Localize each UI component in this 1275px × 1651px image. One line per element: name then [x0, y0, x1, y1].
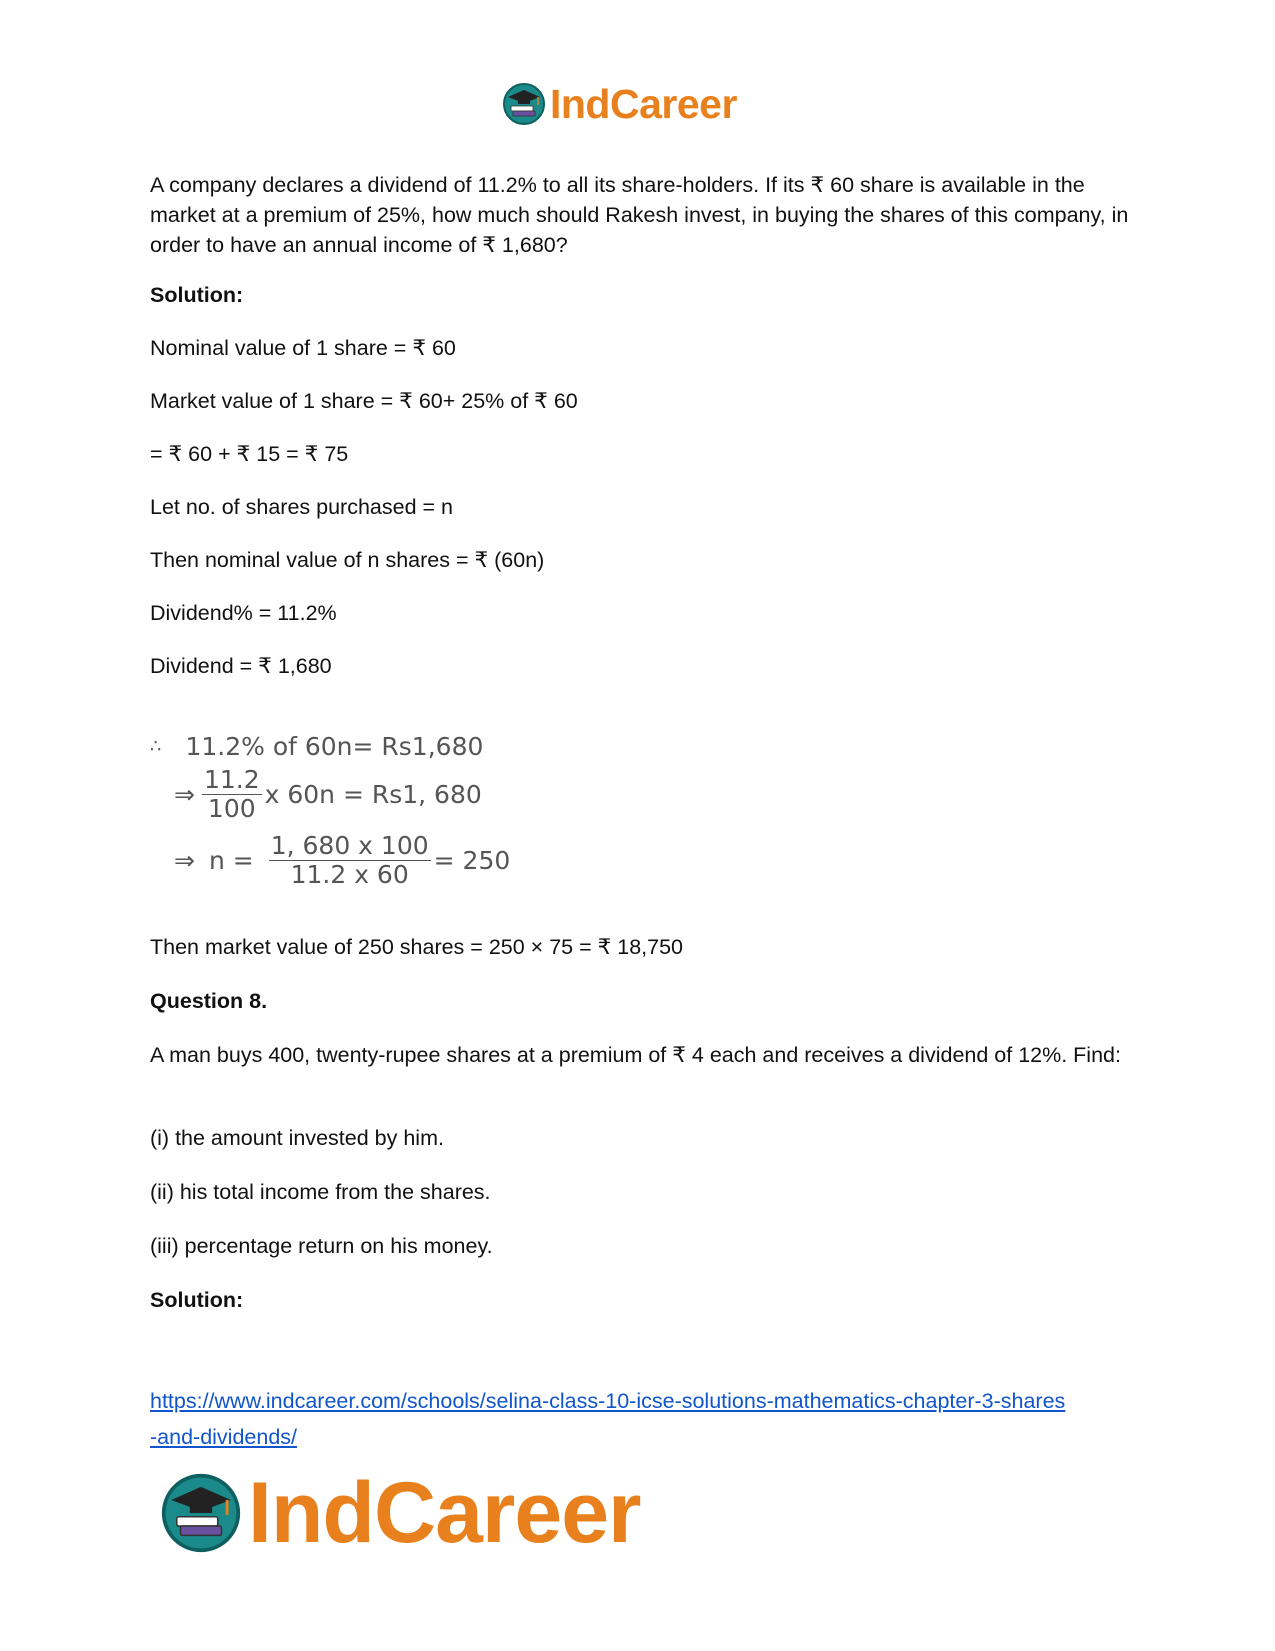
- math-line-1: [150, 732, 483, 761]
- implies-symbol: ⇒: [174, 846, 195, 875]
- solution-heading: Solution:: [150, 283, 244, 307]
- question-8-heading: Question 8.: [150, 989, 268, 1013]
- fraction-11-2-over-100: [202, 766, 262, 823]
- fraction-denominator: 11.2 x 60: [290, 860, 409, 889]
- indcareer-solutions-link[interactable]: [150, 1383, 1150, 1455]
- step-market-value: Market value of 1 share = ₹ 60+ 25% of ₹ 60: [150, 389, 578, 413]
- step-dividend-amount: Dividend = ₹ 1,680: [150, 654, 332, 678]
- q8-part-i: (i) the amount invested by him.: [150, 1126, 444, 1150]
- graduation-cap-books-icon: [160, 1472, 242, 1554]
- link-line-2[interactable]: -and-dividends/: [150, 1425, 298, 1449]
- math-line-2-rest: x 60n = Rs1, 680: [264, 780, 482, 809]
- math-line-3-lhs: n =: [208, 846, 254, 875]
- math-line-3: [174, 832, 510, 889]
- step-nominal-value: Nominal value of 1 share = ₹ 60: [150, 336, 456, 360]
- link-line-1[interactable]: https://www.indcareer.com/schools/selina-class-10-icse-solutions-mathematics-chapter-3-shares: [150, 1389, 1066, 1413]
- fraction-numerator: 11.2: [203, 765, 260, 794]
- solution-heading-2: Solution:: [150, 1288, 244, 1312]
- math-line-1-text: 11.2% of 60n= Rs1,680: [185, 732, 484, 761]
- fraction-1680x100-over-11-2x60: [269, 832, 431, 889]
- q8-part-ii: (ii) his total income from the shares.: [150, 1180, 491, 1204]
- fraction-numerator: 1, 680 x 100: [270, 831, 429, 860]
- step-shares-purchased: Let no. of shares purchased = n: [150, 495, 453, 519]
- indcareer-logo-bottom[interactable]: [160, 1464, 641, 1561]
- question-text: A company declares a dividend of 11.2% to all its share-holders. If its ₹ 60 share is available in the market at a premium of 25%, how much should Rakesh invest, in buying the shares of this company, in order to have an annual income of ₹ 1,680?: [150, 173, 1129, 257]
- math-line-3-result: = 250: [433, 846, 511, 875]
- step-nominal-n-shares: Then nominal value of n shares = ₹ (60n): [150, 548, 545, 572]
- step-market-value-result: = ₹ 60 + ₹ 15 = ₹ 75: [150, 442, 349, 466]
- indcareer-logo-top[interactable]: [502, 80, 737, 128]
- math-working-image: [150, 732, 530, 912]
- logo-wordmark: IndCareer: [550, 80, 737, 127]
- question-8-text: A man buys 400, twenty-rupee shares at a premium of ₹ 4 each and receives a dividend of 12%. Find:: [150, 1043, 1121, 1067]
- step-dividend-percent: Dividend% = 11.2%: [150, 601, 337, 625]
- math-line-2: [174, 766, 482, 823]
- conclusion-text: Then market value of 250 shares = 250 × 75 = ₹ 18,750: [150, 935, 684, 959]
- logo-wordmark: IndCareer: [248, 1464, 641, 1561]
- q8-part-iii: (iii) percentage return on his money.: [150, 1234, 493, 1258]
- implies-symbol: ⇒: [174, 780, 195, 809]
- fraction-denominator: 100: [207, 794, 256, 823]
- therefore-symbol: ∴: [150, 736, 162, 757]
- graduation-cap-books-icon: [502, 82, 546, 126]
